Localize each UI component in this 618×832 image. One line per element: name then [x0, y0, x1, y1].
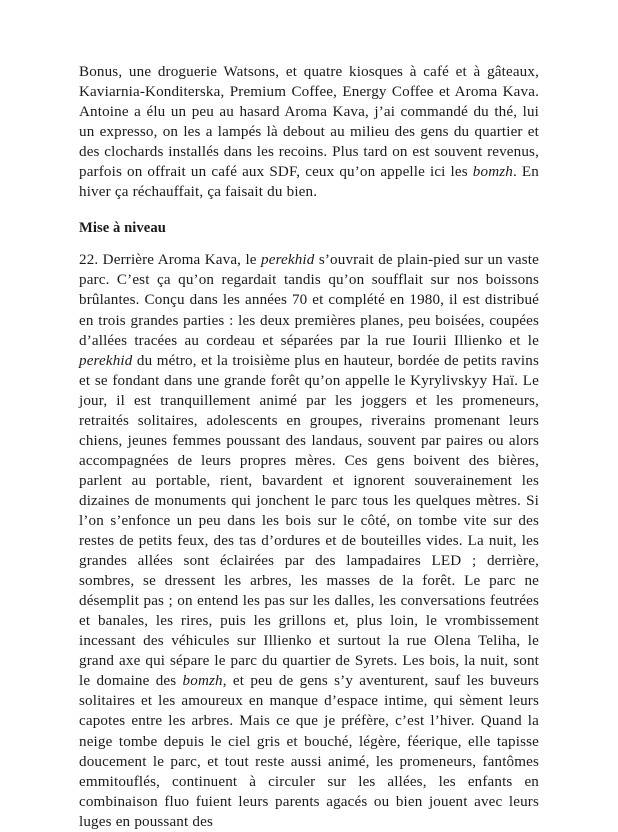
paragraph-section-22: 22. Derrière Aroma Kava, le perekhid s’ouvrait de plain-pied sur un vaste parc. C’est ça qu’on regardait tandis qu’on soufflait sur nos boissons brûlantes. Conçu dans les années 70 et complété en 1980, il est distribué en trois grandes parties : les deux premières planes, peu boisées, coupées d’allées tracées au cordeau et séparées par la rue Iourii Illienko et le perekhid du métro, et la troisième plus en hauteur, bordée de petits ravins et se fondant dans une grande forêt qu’on appelle le Kyrylivskyy Haï. Le jour, il est tranquillement animé par les joggers et les promeneurs, retraités solitaires, adolescents en groupes, riverains promenant leurs chiens, jeunes femmes poussant des landaus, souvent par paires ou alors accompagnées de leurs propres mères. Ces gens boivent des bières, parlent au portable, rient, bavardent et ignorent souverainement les dizaines de monuments qui jonchent le parc tous les quelques mètres. Si l’on s’enfonce un peu dans les bois sur le côté, on tombe vite sur des restes de petits feux, des tas d’ordures et de bouteilles vides. La nuit, les grandes allées sont éclairées par des lampadaires LED ; derrière, sombres, se dressent les arbres, les masses de la forêt. Le parc ne désemplit pas ; on entend les pas sur les dalles, les conversations feutrées et banales, les rires, puis les grillons et, plus loin, le vrombissement incessant des véhicules sur Illienko et surtout la rue Olena Teliha, le grand axe qui sépare le parc du quartier de Syrets. Les bois, la nuit, sont le domaine des bomzh, et peu de gens s’y aventurent, sauf les buveurs solitaires et les amoureux en manque d’espace intime, qui sèment leurs capotes entre les arbres. Mais ce que je préfère, c’est l’hiver. Quand la neige tombe depuis le ciel gris et bouché, légère, féerique, elle tapisse doucement le parc, et tout reste aussi animé, les promeneurs, fantômes emmitouflés, continuent à circuler sur les allées, les enfants en combinaison fluo fuient leurs parents agacés ou bien jouent avec leurs luges en poussant des	[79, 252, 539, 830]
heading-spacer-below	[79, 238, 539, 250]
section-heading-mise-a-niveau: Mise à niveau	[79, 220, 166, 237]
foreign-term: bomzh	[182, 673, 223, 690]
paragraph-opening: Bonus, une droguerie Watsons, et quatre kiosques à café et à gâteaux, Kaviarnia-Konditerska, Premium Coffee, Energy Coffee et Aroma Kava. Antoine a élu un peu au hasard Aroma Kava, j’ai commandé du thé, lui un expresso, on les a lampés là debout au milieu des gens du quartier et des clochards installés dans les recoins. Plus tard on est souvent revenus, parfois on offrait un café aux SDF, ceux qu’on appelle ici les bomzh. En hiver ça réchauffait, ça faisait du bien.	[79, 64, 539, 201]
heading-spacer-above	[79, 202, 539, 218]
foreign-term: perekhid	[79, 352, 133, 369]
text-column	[79, 62, 539, 832]
foreign-term: perekhid	[261, 252, 315, 269]
foreign-term: bomzh	[472, 164, 513, 181]
